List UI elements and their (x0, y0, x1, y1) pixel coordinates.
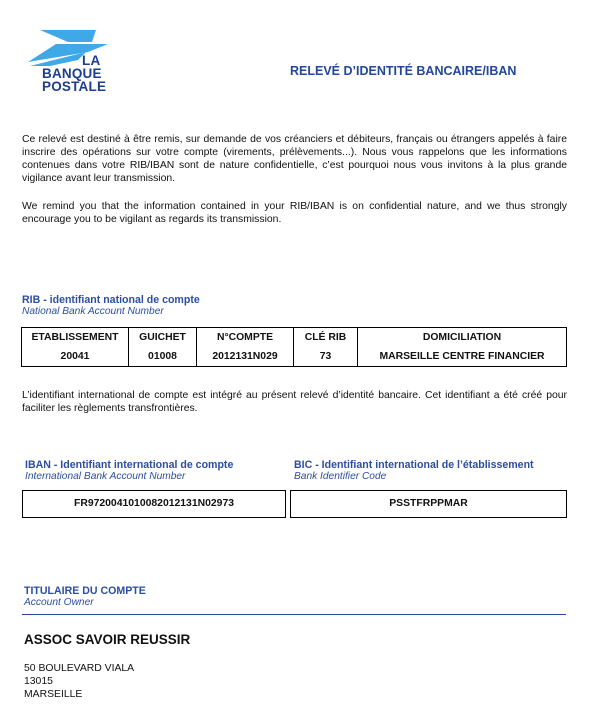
rib-subtitle: National Bank Account Number (22, 306, 164, 317)
owner-section-header (24, 585, 146, 609)
iban-subtitle: International Bank Account Number (25, 471, 186, 482)
iban-section-header (25, 459, 233, 483)
rib-value-compte: 2012131N029 (197, 347, 294, 367)
rib-header-guichet: GUICHET (129, 328, 197, 348)
rib-value-cle-rib: 73 (294, 347, 358, 367)
page-title: RELEVÉ D’IDENTITÉ BANCAIRE/IBAN (290, 64, 517, 78)
bic-subtitle: Bank Identifier Code (294, 471, 387, 482)
rib-header-compte: N°COMPTE (197, 328, 294, 348)
rib-value-guichet: 01008 (129, 347, 197, 367)
rib-header-cle-rib: CLÉ RIB (294, 328, 358, 348)
rib-title: RIB - identifiant national de compte (22, 294, 200, 306)
rib-section-header (22, 294, 200, 318)
logo-text-banque: BANQUE (42, 66, 102, 81)
logo-text-postale: POSTALE (42, 79, 107, 94)
rib-value-domiciliation: MARSEILLE CENTRE FINANCIER (358, 347, 567, 367)
owner-name: ASSOC SAVOIR REUSSIR (24, 632, 191, 647)
bank-logo (20, 28, 130, 98)
rib-header-row (22, 328, 567, 348)
iban-value: FR9720041010082012131N02973 (22, 490, 286, 518)
intro-english: We remind you that the information contained in your RIB/IBAN is on confidential nature, and we thus strongly encourage you to be vigilant as regards its transmission. (22, 201, 567, 225)
rib-value-etablissement: 20041 (22, 347, 129, 367)
iban-title: IBAN - Identifiant international de compte (25, 459, 234, 471)
owner-address-line-1: 50 BOULEVARD VIALA (24, 663, 135, 674)
rib-table (21, 327, 567, 367)
rib-header-domiciliation: DOMICILIATION (358, 328, 567, 348)
bic-value: PSSTFRPPMAR (290, 490, 567, 518)
iban-note: L’identifiant international de compte est intégré au présent relevé d’identité bancaire. Cet identifiant a été créé pour faciliter les règlements transfrontières. (22, 390, 567, 414)
owner-subtitle: Account Owner (24, 597, 94, 608)
owner-title: TITULAIRE DU COMPTE (24, 585, 146, 597)
owner-address-line-3: MARSEILLE (24, 689, 83, 700)
owner-address-line-2: 13015 (24, 676, 53, 687)
intro-french: Ce relevé est destiné à être remis, sur demande de vos créanciers et débiteurs, français ou étrangers appelés à faire inscrire des opérations sur votre compte (virements, prélèvements...). Nous vous rappelons que les informations contenues dans votre RIB/IBAN sont de nature confidentielle, c’est pourquoi nous vous invitons à la plus grande vigilance avant leur transmission. (22, 134, 567, 184)
owner-divider (22, 614, 566, 615)
bic-section-header (294, 459, 534, 483)
bic-title: BIC - Identifiant international de l’établissement (294, 459, 534, 471)
logo-text-la: LA (82, 53, 101, 68)
rib-value-row (22, 347, 567, 367)
rib-header-etablissement: ETABLISSEMENT (22, 328, 129, 348)
